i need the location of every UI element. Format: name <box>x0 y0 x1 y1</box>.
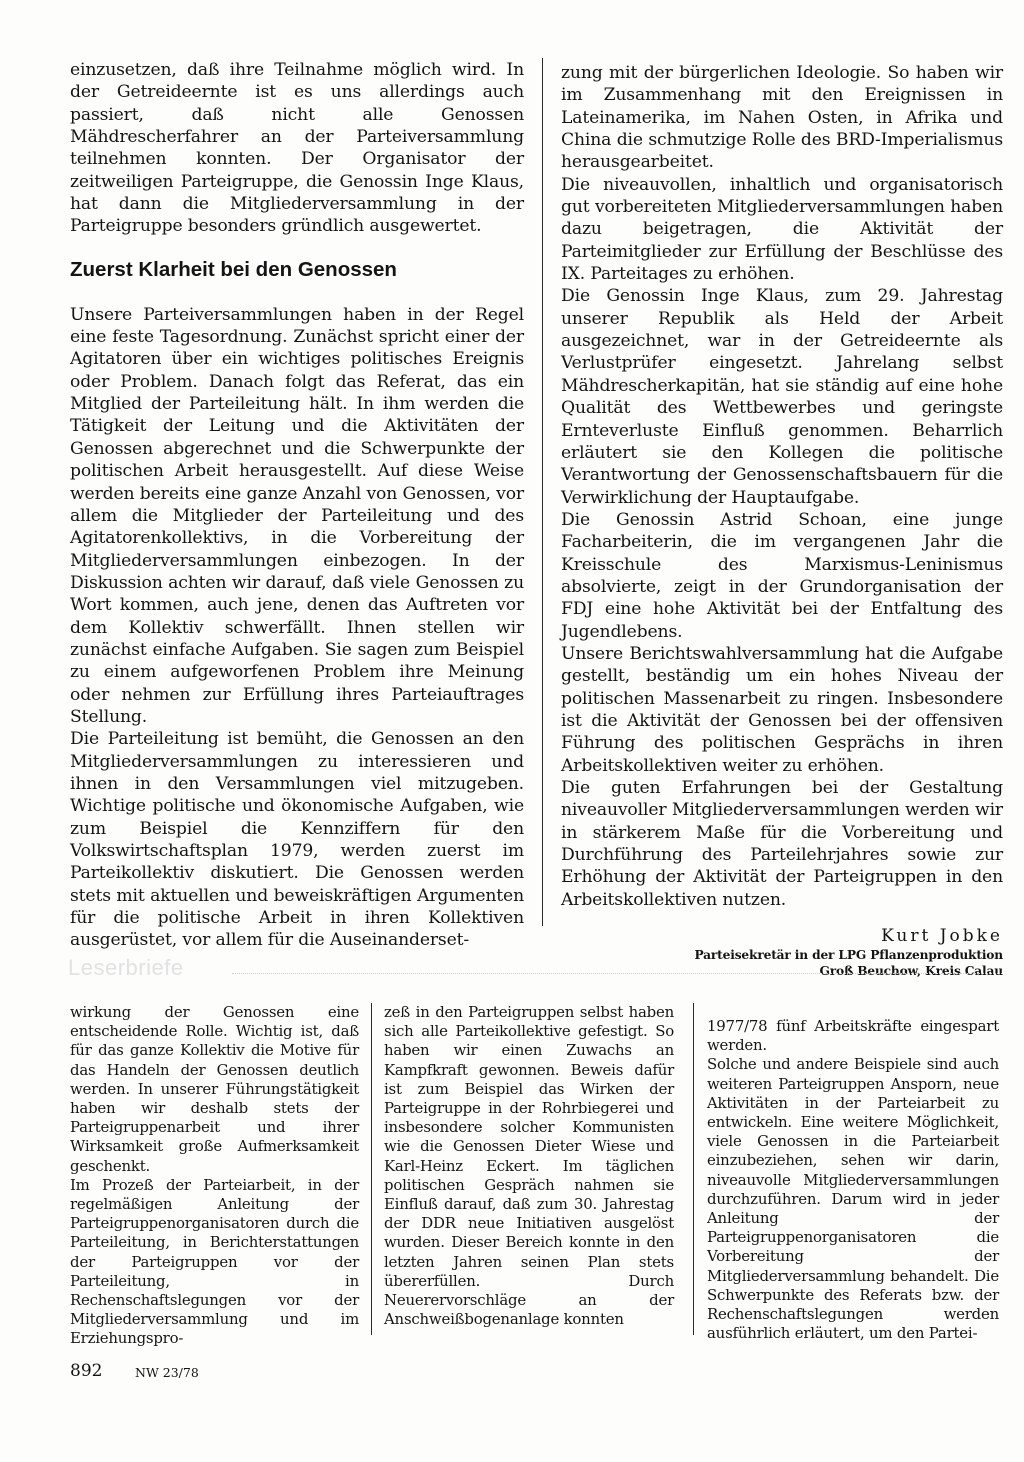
page-number: 892 <box>70 1361 103 1381</box>
signature-role-line1: Parteisekretär in der LPG Pflanzenproduktion <box>694 948 1003 963</box>
article-paragraph: Unsere Berichtswahlversammlung hat die Aufgabe gestellt, beständig um ein hohes Niveau der politischen Massenarbeit zu ringen. Insbesondere ist die Aktivität der Genossen bei der offensiven Führung des politischen Gesprächs in ihren Arbeitskollektiven weiter zu erhöhen. <box>561 643 1003 776</box>
letters-column-1 <box>70 1003 359 1349</box>
letter-paragraph: Im Prozeß der Parteiarbeit, in der regelmäßigen Anleitung der Parteigruppenorganisatoren durch die Parteileitung, in Berichterstattungen der Parteigruppen vor der Parteileitung, in Rechenschaftslegungen vor der Mitgliederversammlung und im Erziehungspro- <box>70 1175 359 1348</box>
letter-paragraph: 1977/78 fünf Arbeitskräfte eingespart werden. <box>707 1017 999 1055</box>
article-paragraph: Die Genossin Inge Klaus, zum 29. Jahrestag unserer Republik als Held der Arbeit ausgezeichnet, war in der Getreideernte als Verlustprüfer eingesetzt. Jahrelang selbst Mähdrescherkapitän, hat sie ständig auf eine hohe Qualität des Wettbewerbes und geringste Ernteverluste Einfluß genommen. Beharrlich erläutert sie den Kollegen die politische Verantwortung der Genossenschaftsbauern für die Verwirklichung der Hauptaufgabe. <box>561 286 1003 508</box>
letter-paragraph: Solche und andere Beispiele sind auch weiteren Parteigruppen Ansporn, neue Aktivitäten in der Parteiarbeit zu entwickeln. Eine weitere Möglichkeit, viele Genossen in die Parteiarbeit einzubeziehen, sehen wir darin, niveauvolle Mitgliederversammlungen durchzuführen. Darum wird in jeder Anleitung der Parteigruppenorganisatoren die Vorbereitung der Mitgliederversammlung behandelt. Die Schwerpunkte des Referats bzw. der Rechenschaftslegungen werden ausführlich erläutert, um den Partei- <box>707 1055 999 1343</box>
section-heading: Zuerst Klarheit bei den Genossen <box>70 257 397 281</box>
article-paragraph: zung mit der bürgerlichen Ideologie. So haben wir im Zusammenhang mit den Ereignissen in Lateinamerika, im Nahen Osten, in Afrika und China die schmutzige Rolle des BRD-Imperialismus herausgearbeitet. <box>561 63 1003 173</box>
column-divider <box>542 58 543 926</box>
letter-paragraph: zeß in den Parteigruppen selbst haben sich alle Parteikollektive gefestigt. So haben wir einen Zuwachs an Kampfkraft gewonnen. Beweis dafür ist zum Beispiel das Wirken der Parteigruppe in der Rohrbiegerei und insbesondere solcher Kommunisten wie die Genossen Dieter Wiese und Karl-Heinz Eckert. Im täglichen politischen Gespräch nahmen sie Einfluß darauf, daß zum 30. Jahrestag der DDR neue Initiativen ausgelöst wurden. Dieser Bereich konnte in den letzten Jahren seinen Plan stets übererfüllen. Durch Neuerervorschläge an der Anschweißbogenanlage konnten <box>384 1003 674 1329</box>
letters-column-3 <box>707 1017 999 1343</box>
letters-column-2 <box>384 1003 674 1329</box>
article-column-left <box>70 59 524 952</box>
article-column-right <box>561 62 1003 979</box>
signature <box>561 925 1003 947</box>
article-paragraph: Die guten Erfahrungen bei der Gestaltung niveauvoller Mitgliederversammlungen werden wir in stärkerem Maße für die Vorbereitung und Durchführung des Parteilehrjahres sowie zur Erhöhung der Aktivität der Parteigruppen in den Arbeitskollektiven nutzen. <box>561 778 1003 910</box>
signature-role-line2: Groß Beuchow, Kreis Calau <box>819 964 1003 979</box>
section-label: Leserbriefe <box>68 955 184 980</box>
article-paragraph: Die Parteileitung ist bemüht, die Genossen an den Mitgliederversammlungen zu interessieren und ihnen in den Versammlungen viel mitzugeben. Wichtige politische und ökonomische Aufgaben, wie zum Beispiel die Kennziffern für den Volkswirtschaftsplan 1979, werden zuerst im Parteikollektiv diskutiert. Die Genossen werden stets mit aktuellen und beweiskräftigen Argumenten für die politische Arbeit in ihren Kollektiven ausgerüstet, vor allem für die Auseinanderset- <box>70 729 524 951</box>
article-paragraph: Die Genossin Astrid Schoan, eine junge Facharbeiterin, die im vergangenen Jahr die Kreisschule des Marxismus-Leninismus absolvierte, zeigt in der Grundorganisation der FDJ eine hohe Aktivität bei der Entfaltung des Jugendlebens. <box>561 509 1003 642</box>
section-divider <box>232 973 1002 974</box>
signature-name: Kurt Jobke <box>881 926 1003 947</box>
column-divider <box>693 1003 694 1335</box>
article-paragraph: Unsere Parteiversammlungen haben in der Regel eine feste Tagesordnung. Zunächst spricht einer der Agitatoren über ein wichtiges politisches Ereignis oder Problem. Danach folgt das Referat, das ein Mitglied der Parteileitung hält. In ihm werden die Tätigkeit der Leitung und die Aktivitäten der Genossen abgerechnet und die Schwerpunkte der politischen Arbeit herausgestellt. Auf diese Weise werden bereits eine ganze Anzahl von Genossen, vor allem die Mitglieder der Parteileitung und des Agitatorenkollektivs, in die Vorbereitung der Mitgliederversammlungen einbezogen. In der Diskussion achten wir darauf, daß viele Genossen zu Wort kommen, auch jene, denen das Auftreten vor dem Kollektiv schwerfällt. Ihnen stellen wir zunächst einfache Aufgaben. Sie sagen zum Beispiel zu einem aufgeworfenen Problem ihre Meinung oder nehmen zur Erfüllung ihres Parteiauftrages Stellung. <box>70 304 524 727</box>
column-divider <box>371 1003 372 1335</box>
issue-reference: NW 23/78 <box>135 1365 199 1380</box>
letter-paragraph: wirkung der Genossen eine entscheidende Rolle. Wichtig ist, daß für das ganze Kollektiv die Motive für das Handeln der Genossen deutlich werden. In unserer Führungstätigkeit haben wir deshalb stets der Parteigruppenarbeit und ihrer Wirksamkeit große Aufmerksamkeit geschenkt. <box>70 1003 359 1175</box>
article-paragraph: Die niveauvollen, inhaltlich und organisatorisch gut vorbereiteten Mitgliederversammlungen haben dazu beigetragen, die Aktivität der Parteimitglieder zur Erfüllung der Beschlüsse des IX. Parteitages zu erhöhen. <box>561 174 1003 285</box>
article-paragraph: einzusetzen, daß ihre Teilnahme möglich wird. In der Getreideernte ist es uns allerdings auch passiert, daß nicht alle Genossen Mähdrescherfahrer an der Parteiversammlung teilnehmen konnten. Der Organisator der zeitweiligen Parteigruppe, die Genossin Inge Klaus, hat dann die Mitgliederversammlung in der Parteigruppe besonders gründlich ausgewertet. <box>70 60 524 237</box>
